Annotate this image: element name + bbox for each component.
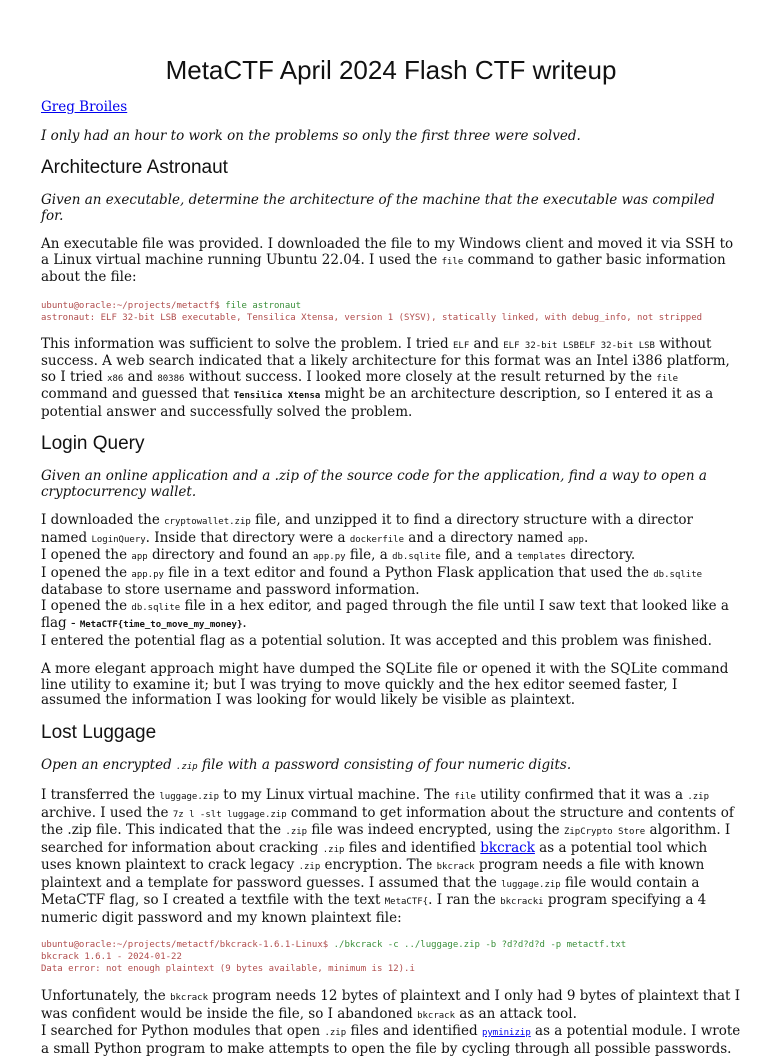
terminal-result: astronaut: ELF 32-bit LSB executable, Tensilica Xtensa, version 1 (SYSV), statically linked, with debug_info, not stripped xyxy=(41,312,703,323)
intro-text: I only had an hour to work on the problems so only the first three were solved. xyxy=(41,127,581,144)
terminal-output xyxy=(41,939,741,975)
terminal-command: ./bkcrack -c ../luggage.zip -b ?d?d?d?d -p metactf.txt xyxy=(333,940,627,950)
section-lead: Open an encrypted .zip file with a password consisting of four numeric digits. xyxy=(41,756,572,773)
terminal-prompt: ubuntu@oracle:~/projects/metactf$ xyxy=(41,300,226,311)
paragraph: I downloaded the cryptowallet.zip file, and unzipped it to find a directory structure with a director named LoginQuery. Inside that directory were a dockerfile and a directory named app. I opened the app directory and found an app.py file, a db.sqlite file, and a templates directory. I opened the app.py file in a text editor and found a Python Flask application that used the db.sqlite database to store username and password information. I opened the db.sqlite file in a hex editor, and paged through the file until I saw text that looked like a flag - MetaCTF{time_to_move_my_money}. I entered the potential flag as a potential solution. It was accepted and this problem was finished. xyxy=(41,512,729,649)
section-heading-lost-luggage: Lost Luggage xyxy=(41,721,157,743)
section-lead: Given an executable, determine the architecture of the machine that the executable was compiled for. xyxy=(41,192,715,224)
paragraph: I transferred the luggage.zip to my Linux virtual machine. The file utility confirmed that it was a .zip archive. I used the 7z l -slt luggage.zip command to get information about the structure and contents of the .zip file. This indicated that the .zip file was indeed encrypted, using the ZipCrypto Store algorithm. I searched for information about cracking .zip files and identified bkcrack as a potential tool which uses known plaintext to crack legacy .zip encryption. The bkcrack program needs a file with known plaintext and a template for password guesses. I assumed that the luggage.zip file would contain a MetaCTF flag, so I created a textfile with the text MetaCTF{. I ran the bkcracki program specifying a 4 numeric digit password and my known plaintext file: xyxy=(41,787,734,926)
pyminizip-link[interactable]: pyminizip xyxy=(481,1028,531,1038)
section-heading-login: Login Query xyxy=(41,433,145,454)
section-heading-architecture: Architecture Astronaut xyxy=(41,157,228,178)
paragraph: An executable file was provided. I downloaded the file to my Windows client and moved it via SSH to a Linux virtual machine running Ubuntu 22.04. I used the file command to gather basic information about the file: xyxy=(41,236,734,285)
flag-text: MetaCTF{time_to_move_my_money} xyxy=(79,620,243,630)
section-lead: Given an online application and a .zip of the source code for the application, find a way to open a cryptocurrency wallet. xyxy=(41,468,707,500)
paragraph: Unfortunately, the bkcrack program needs 12 bytes of plaintext and I only had 9 bytes of plaintext that I was confident would be inside the file, so I abandoned bkcrack as an attack tool. I searched for Python modules that open .zip files and identified pyminizip as a potential module. I wrote a small Python program to make attempts to open the file by cycling through all possible passwords. xyxy=(41,988,741,1057)
terminal-output xyxy=(41,300,741,324)
bkcrack-link[interactable]: bkcrack xyxy=(480,839,535,856)
paragraph: A more elegant approach might have dumped the SQLite file or opened it with the SQLite command line utility to examine it; but I was trying to move quickly and the hex editor seemed faster, I assumed the information I was looking for would likely be visible as plaintext. xyxy=(41,661,729,708)
terminal-result: bkcrack 1.6.1 - 2024-01-22 xyxy=(41,952,182,962)
author-link[interactable]: Greg Broiles xyxy=(41,99,128,115)
author-paragraph xyxy=(41,100,741,116)
terminal-command: file astronaut xyxy=(225,300,302,311)
page-title: MetaCTF April 2024 Flash CTF writeup xyxy=(165,55,617,85)
terminal-prompt: ubuntu@oracle:~/projects/metactf/bkcrack-1.6.1-Linux$ xyxy=(41,940,334,950)
article xyxy=(41,0,741,1057)
paragraph: This information was sufficient to solve the problem. I tried ELF and ELF 32-bit LSBELF 32-bit LSB without success. A web search indicated that a likely architecture for this format was an Intel i386 platform, so I tried x86 and 80386 without success. I looked more closely at the result returned by the file command and guessed that Tensilica Xtensa might be an architecture description, so I entered it as a potential answer and successfully solved the problem. xyxy=(41,335,730,420)
terminal-result: Data error: not enough plaintext (9 bytes available, minimum is 12).i xyxy=(41,964,415,974)
